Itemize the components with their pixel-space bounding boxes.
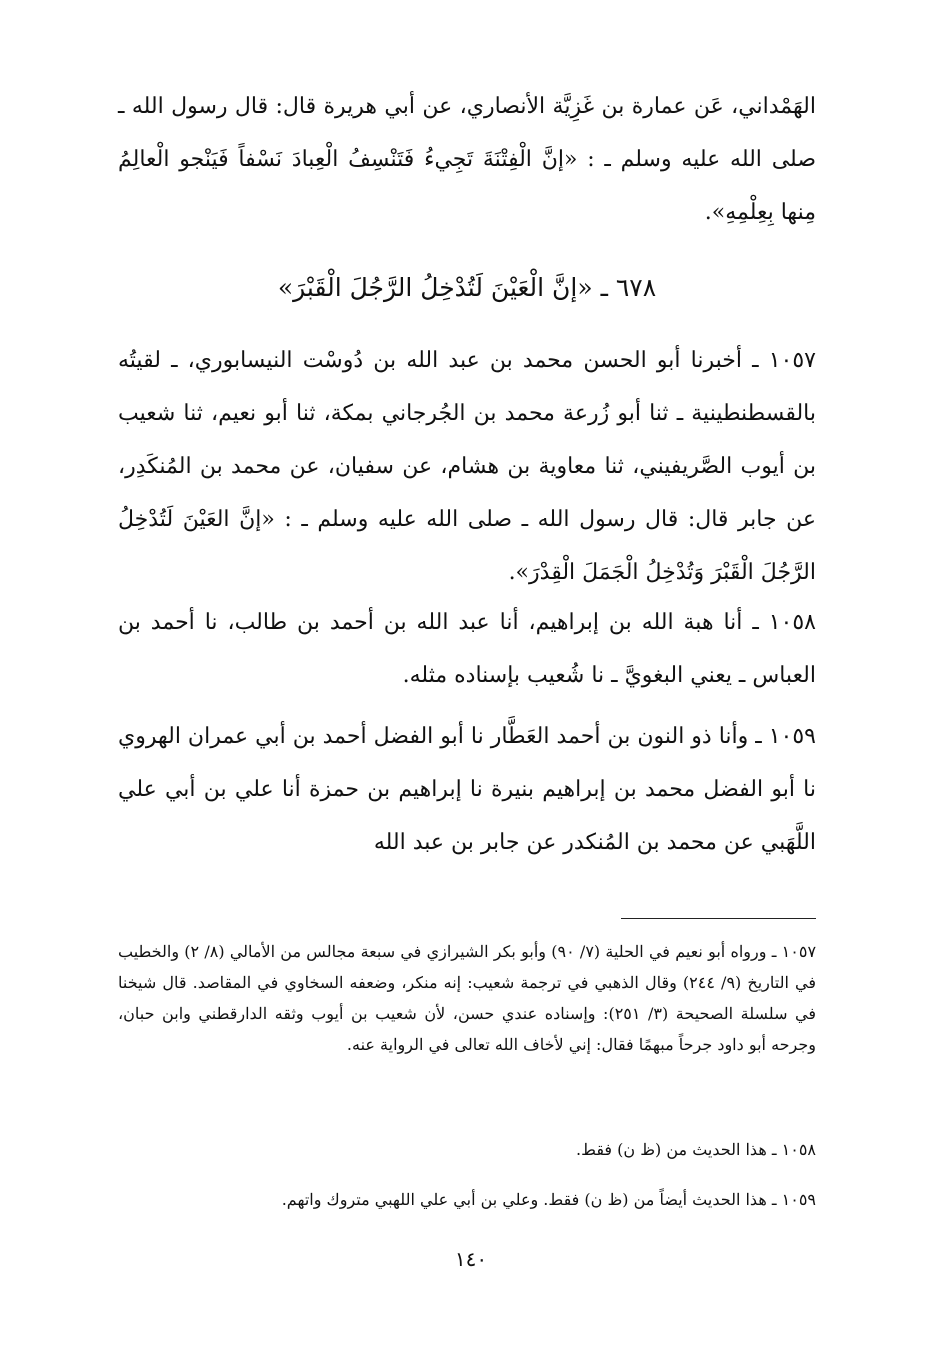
hadith-1057: ١٠٥٧ ـ أخبرنا أبو الحسن محمد بن عبد الله بن دُوسْت النيسابوري، ـ لقيتُه بالقسطنطينية ـ ثنا أبو زُرعة محمد بن الجُرجاني بمكة، ثنا أبو نعيم، ثنا شعيب بن أيوب الصَّريفيني، ثنا معاوية بن هشام، عن سفيان، عن محمد بن المُنكَدِر، عن جابر قال: قال رسول الله ـ صلى الله عليه وسلم ـ : «إنَّ العَيْنَ لَتُدْخِلُ الرَّجُلَ الْقَبْرَ وَتُدْخِلُ الْجَمَلَ الْقِدْرَ». — [118, 348, 816, 585]
hadith-1058: ١٠٥٨ ـ أنا هبة الله بن إبراهيم، أنا عبد الله بن أحمد بن طالب، نا أحمد بن العباس ـ يعني البغويَّ ـ نا شُعيب بإسناده مثله. — [118, 610, 816, 688]
footnote-1058: ١٠٥٨ ـ هذا الحديث من (ظ ن) فقط. — [576, 1140, 816, 1159]
hadith-1059: ١٠٥٩ ـ وأنا ذو النون بن أحمد العَطَّار نا أبو الفضل أحمد بن أبي عمران الهروي نا أبو الفضل محمد بن إبراهيم بنيرة نا إبراهيم بن حمزة أنا علي بن أبي علي اللَّهَبي عن محمد بن المُنكدر عن جابر بن عبد الله — [118, 724, 816, 855]
page-number: ١٤٠ — [454, 1247, 488, 1271]
footnote-1057: ١٠٥٧ ـ ورواه أبو نعيم في الحلية (٧/ ٩٠) وأبو بكر الشيرازي في سبعة مجالس من الأمالي (٨/ ٢) والخطيب في التاريخ (٩/ ٢٤٤) وقال الذهبي في ترجمة شعيب: إنه منكر، وضعفه السخاوي في المقاصد. قال شيخنا في سلسلة الصحيحة (٣/ ٢٥١): وإسناده عندي حسن، لأن شعيب بن أيوب وثقه الدارقطني وابن حبان، وجرحه أبو داود جرحاً مبهمًا فقال: إني لأخاف الله تعالى في الرواية عنه. — [118, 942, 817, 1054]
footnote-1059: ١٠٥٩ ـ هذا الحديث أيضاً من (ظ ن) فقط. وعلي بن أبي علي اللهبي متروك واتهم. — [281, 1190, 816, 1209]
paragraph-intro: الهَمْداني، عَن عمارة بن غَزِيَّة الأنصاري، عن أبي هريرة قال: قال رسول الله ـ صلى الله عليه وسلم ـ : «إنَّ الْفِتْنَةَ تَجِيءُ فَتَنْسِفُ الْعِبادَ نَسْفاً فَيَنْجو الْعالِمُ مِنها بِعِلْمِهِ». — [118, 94, 816, 225]
chapter-heading: ٦٧٨ ـ «إنَّ الْعَيْنَ لَتُدْخِلُ الرَّجُلَ الْقَبْرَ» — [277, 273, 657, 302]
footnote-divider — [621, 918, 816, 919]
